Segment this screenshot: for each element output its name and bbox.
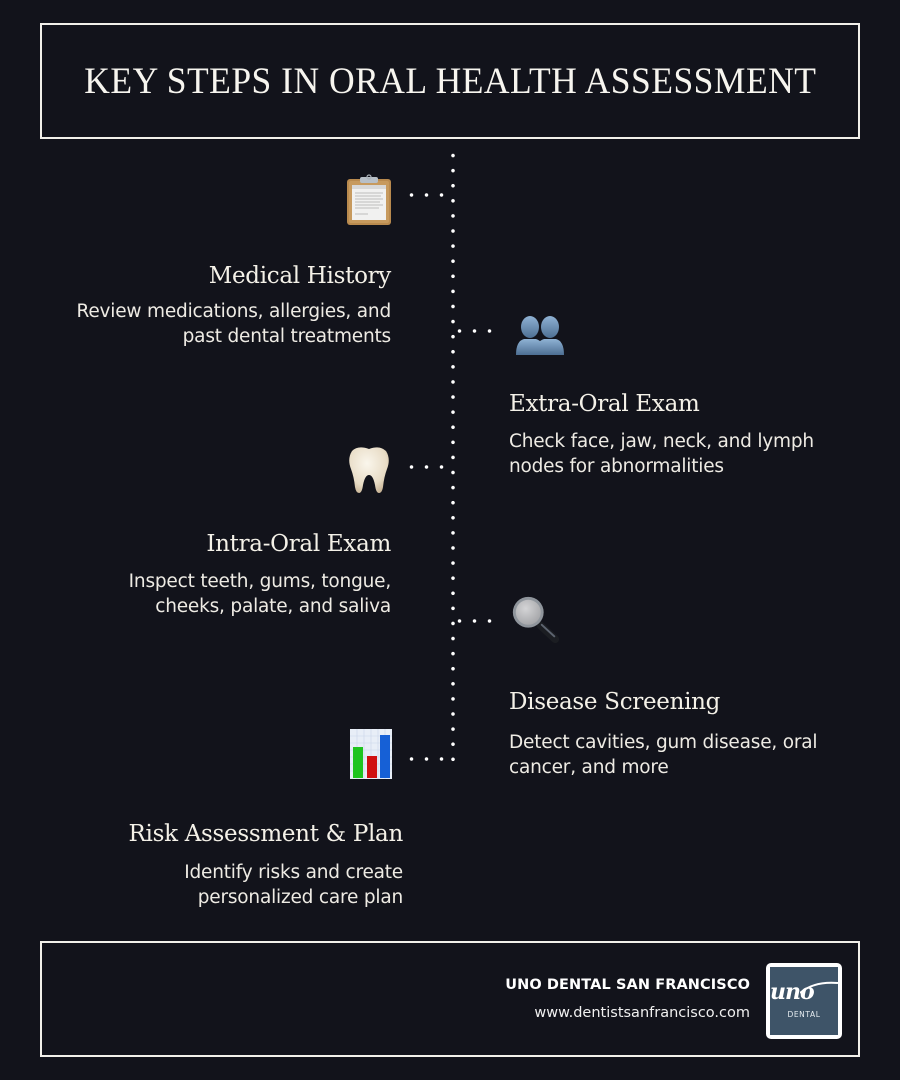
brand-name: UNO DENTAL SAN FRANCISCO <box>505 977 750 993</box>
description-line: Detect cavities, gum disease, oral <box>509 732 818 753</box>
description-line: past dental treatments <box>182 326 391 347</box>
description-line: Review medications, allergies, and <box>76 301 391 322</box>
description-line: personalized care plan <box>197 887 403 908</box>
step-description-risk-assessment <box>184 860 403 910</box>
connector-dots-intra-oral-exam <box>404 465 452 469</box>
magnifying-glass-icon <box>509 593 561 645</box>
logo-swash-icon <box>800 979 838 995</box>
step-title-disease-screening: Disease Screening <box>509 689 721 715</box>
clipboard-icon <box>343 174 395 226</box>
connector-dots-extra-oral-exam <box>452 329 500 333</box>
description-line: Identify risks and create <box>184 862 403 883</box>
description-line: nodes for abnormalities <box>509 456 724 477</box>
connector-dots-disease-screening <box>452 619 500 623</box>
page-title: KEY STEPS IN ORAL HEALTH ASSESSMENT <box>83 60 817 102</box>
connector-dots-risk-assessment <box>404 757 452 761</box>
people-silhouette-icon <box>514 310 566 362</box>
step-description-intra-oral-exam <box>129 569 391 619</box>
header-box <box>40 23 860 139</box>
step-description-disease-screening <box>509 730 817 780</box>
description-line: Check face, jaw, neck, and lymph <box>509 431 814 452</box>
bar-chart-icon <box>344 727 396 779</box>
description-line: Inspect teeth, gums, tongue, <box>128 571 391 592</box>
step-description-extra-oral-exam <box>509 429 814 479</box>
step-description-medical-history <box>77 299 391 349</box>
logo-panel <box>770 967 838 1035</box>
step-title-extra-oral-exam: Extra-Oral Exam <box>509 391 700 417</box>
footer-box <box>40 941 860 1057</box>
step-title-risk-assessment: Risk Assessment & Plan <box>128 821 403 847</box>
logo-script-text: uno <box>770 979 814 1005</box>
step-title-medical-history: Medical History <box>208 263 391 289</box>
timeline-dotted-line <box>451 148 455 762</box>
logo-subtitle: DENTAL <box>787 1010 821 1019</box>
connector-dots-medical-history <box>404 193 452 197</box>
tooth-icon <box>343 443 395 495</box>
step-title-intra-oral-exam: Intra-Oral Exam <box>206 531 391 557</box>
description-line: cancer, and more <box>509 757 669 778</box>
brand-logo <box>766 963 842 1039</box>
description-line: cheeks, palate, and saliva <box>155 596 391 617</box>
website-link[interactable]: www.dentistsanfrancisco.com <box>534 1005 750 1021</box>
